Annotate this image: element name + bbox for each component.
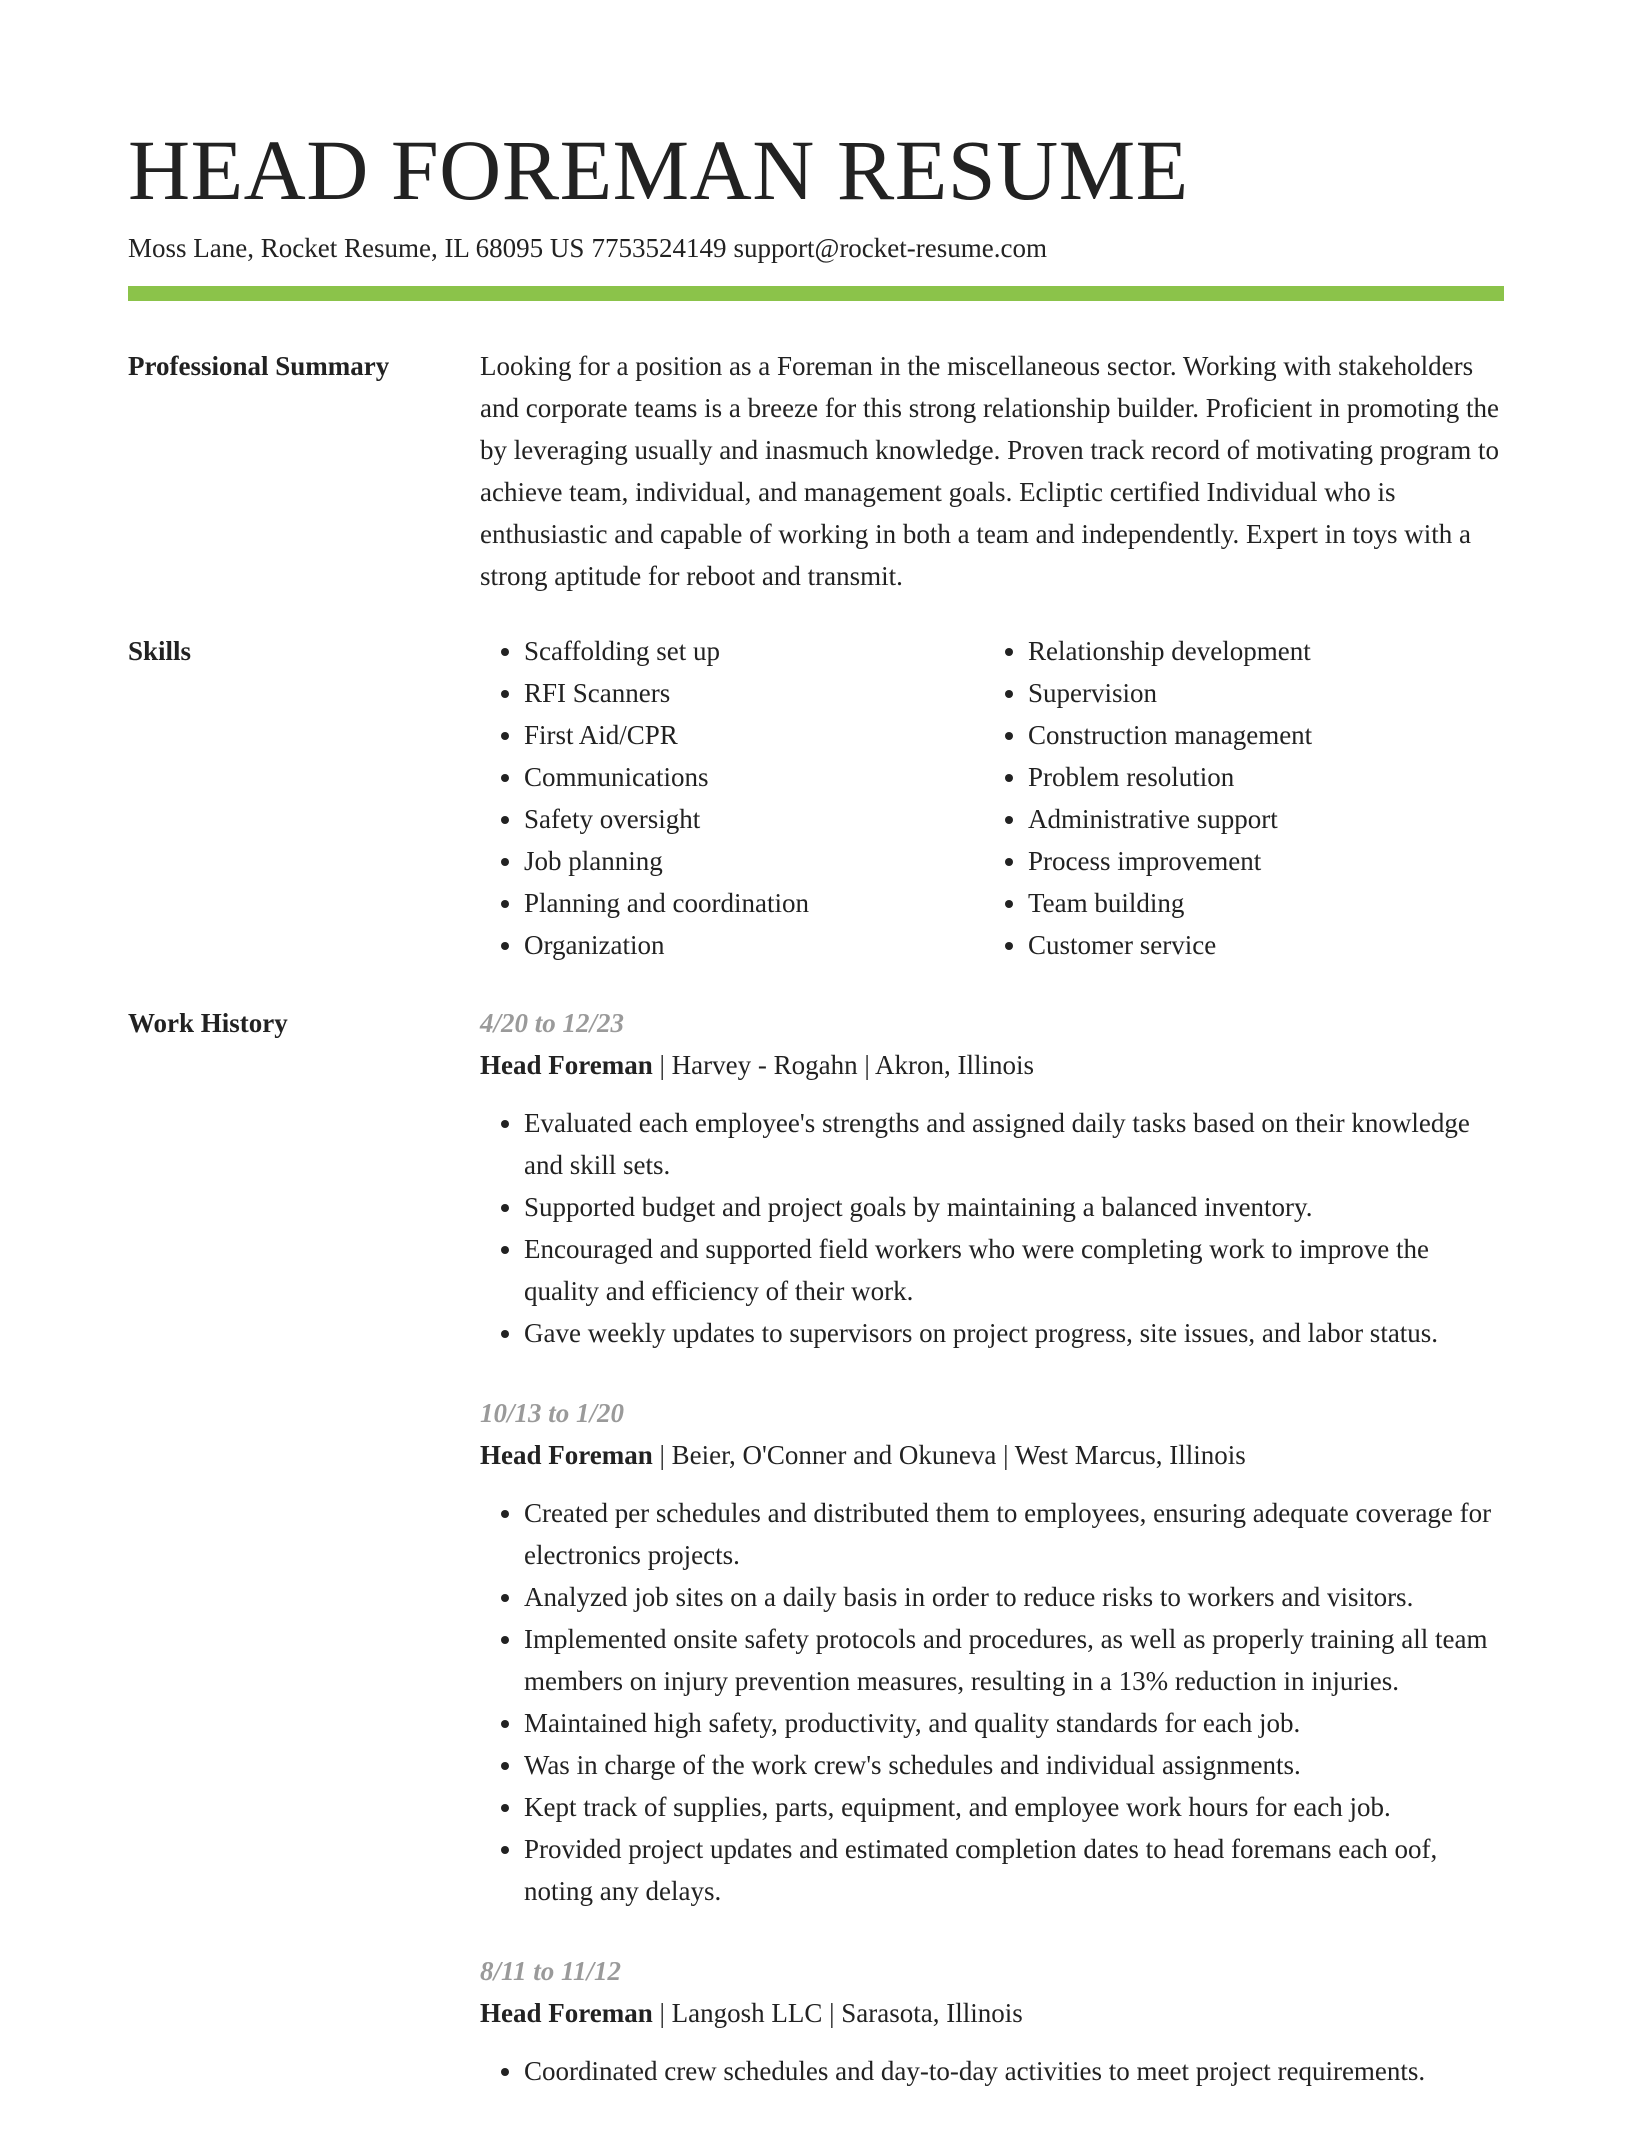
skills-heading: Skills [128, 636, 192, 666]
header-divider [128, 286, 1504, 301]
job-duties [480, 1102, 1504, 1354]
resume-title: HEAD FOREMAN RESUME [128, 122, 1189, 218]
skill-item: • RFI Scanners [524, 672, 984, 714]
job-employer-location: | Langosh LLC | Sarasota, Illinois [652, 1998, 1023, 2028]
skills-columns [480, 630, 1504, 966]
duty-item: • Supported budget and project goals by maintaining a balanced inventory. [524, 1186, 1504, 1228]
duty-item: • Kept track of supplies, parts, equipment, and employee work hours for each job. [524, 1786, 1504, 1828]
skills-body [480, 630, 1504, 966]
duty-item: • Gave weekly updates to supervisors on project progress, site issues, and labor status. [524, 1312, 1504, 1354]
job-employer-location: | Harvey - Rogahn | Akron, Illinois [652, 1050, 1034, 1080]
skill-item: • Job planning [524, 840, 984, 882]
skill-item: • Supervision [1028, 672, 1488, 714]
skill-item: • Process improvement [1028, 840, 1488, 882]
skill-item: • Customer service [1028, 924, 1488, 966]
work-history-heading: Work History [128, 1008, 288, 1038]
skill-item: • Administrative support [1028, 798, 1488, 840]
skill-item: • Problem resolution [1028, 756, 1488, 798]
contact-line [128, 230, 1054, 266]
duty-item: • Coordinated crew schedules and day-to-day activities to meet project requirements. [524, 2050, 1504, 2092]
skill-item: • Construction management [1028, 714, 1488, 756]
summary-body [480, 345, 1504, 597]
duty-item: • Provided project updates and estimated completion dates to head foremans each oof, noting any delays. [524, 1828, 1504, 1912]
job-duties [480, 1492, 1504, 1912]
duty-item: • Implemented onsite safety protocols and procedures, as well as properly training all team members on injury prevention measures, resulting in a 13% reduction in injuries. [524, 1618, 1504, 1702]
job-title: Head Foreman [480, 1050, 653, 1080]
job-heading [480, 1434, 1504, 1476]
job-entry [480, 1392, 1504, 1912]
job-dates: 8/11 to 11/12 [480, 1956, 622, 1986]
skill-item: • Safety oversight [524, 798, 984, 840]
duty-item: • Created per schedules and distributed them to employees, ensuring adequate coverage for electronics projects. [524, 1492, 1504, 1576]
job-employer-location: | Beier, O'Conner and Okuneva | West Marcus, Illinois [652, 1440, 1246, 1470]
summary-text: Looking for a position as a Foreman in the miscellaneous sector. Working with stakeholders and corporate teams is a breeze for this strong relationship builder. Proficient in promoting the by leveraging usually and inasmuch knowledge. Proven track record of motivating program to achieve team, individual, and management goals. Ecliptic certified Individual who is enthusiastic and capable of working in both a team and independently. Expert in toys with a strong aptitude for reboot and transmit. [480, 351, 1499, 591]
skill-item: • Organization [524, 924, 984, 966]
duty-item: • Evaluated each employee's strengths and assigned daily tasks based on their knowledge and skill sets. [524, 1102, 1504, 1186]
skill-item: • Relationship development [1028, 630, 1488, 672]
job-heading [480, 1044, 1504, 1086]
skill-item: • Scaffolding set up [524, 630, 984, 672]
work-history-body [480, 1002, 1504, 2130]
duty-item: • Encouraged and supported field workers who were completing work to improve the quality and efficiency of their work. [524, 1228, 1504, 1312]
skills-list-left [480, 630, 984, 966]
duty-item: • Was in charge of the work crew's schedules and individual assignments. [524, 1744, 1504, 1786]
duty-item: • Analyzed job sites on a daily basis in order to reduce risks to workers and visitors. [524, 1576, 1504, 1618]
job-title: Head Foreman [480, 1998, 653, 2028]
job-dates: 4/20 to 12/23 [480, 1008, 625, 1038]
skill-item: • Team building [1028, 882, 1488, 924]
contact-phone: 7753524149 [591, 233, 727, 263]
contact-address: Moss Lane, Rocket Resume, IL 68095 US [128, 233, 585, 263]
skill-item: • Planning and coordination [524, 882, 984, 924]
job-heading [480, 1992, 1504, 2034]
job-duties [480, 2050, 1504, 2092]
job-dates: 10/13 to 1/20 [480, 1398, 625, 1428]
job-entry [480, 1002, 1504, 1354]
job-title: Head Foreman [480, 1440, 653, 1470]
summary-heading: Professional Summary [128, 351, 390, 381]
job-entry [480, 1950, 1504, 2092]
skill-item: • First Aid/CPR [524, 714, 984, 756]
contact-email[interactable]: support@rocket-resume.com [733, 233, 1047, 263]
duty-item: • Maintained high safety, productivity, and quality standards for each job. [524, 1702, 1504, 1744]
skill-item: • Communications [524, 756, 984, 798]
skills-list-right [984, 630, 1488, 966]
